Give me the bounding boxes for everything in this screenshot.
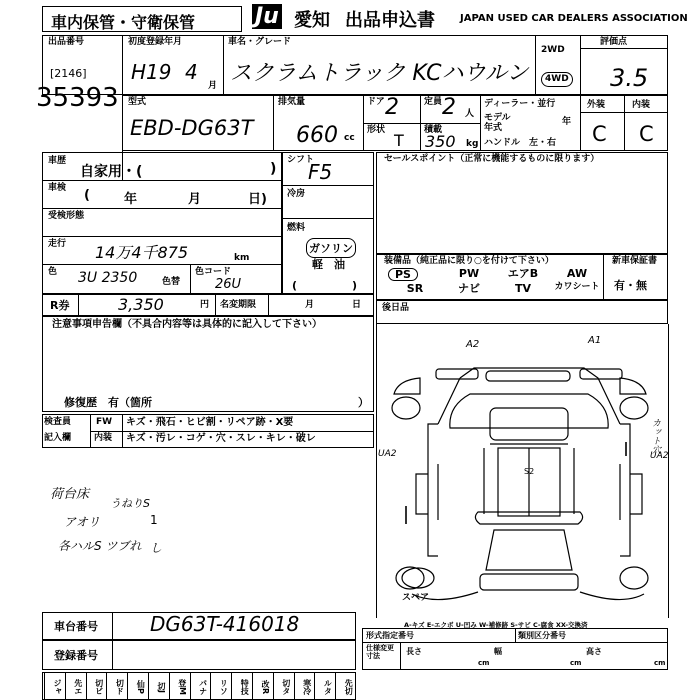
equip-item: カワシート (554, 282, 600, 292)
vehicle-diagram (376, 324, 668, 618)
equip-item: PS (388, 268, 418, 281)
sales-box (376, 152, 668, 254)
load-value: 350 (425, 132, 456, 151)
fw-items: キズ・飛石・ヒビ割・リペア跡・X要 (126, 417, 294, 428)
shift-value: F5 (308, 160, 333, 184)
lot-number: 35393 (36, 83, 119, 113)
doc-title: 出品申込書 (345, 10, 435, 31)
color-label: 色 (48, 267, 58, 277)
length-cm: cm (478, 659, 490, 667)
bottom-tab: 切ビ (86, 672, 103, 700)
association-english: JAPAN USED CAR DEALERS ASSOCIATION (460, 13, 688, 24)
name-label: 車名・グレード (228, 37, 292, 47)
int-items: キズ・汚レ・コゲ・穴・スレ・キレ・破レ (126, 433, 316, 444)
model-value: EBD-DG63T (130, 116, 254, 140)
fuel-paren: ( ) (292, 279, 358, 292)
name-value: スクラムトラック KCハウルン (230, 61, 529, 86)
month-unit: 月 (208, 81, 218, 91)
reg-label: 初度登録年月 (128, 37, 183, 47)
reg-no-label: 登録番号 (54, 649, 98, 662)
header-left-title-box (42, 6, 242, 32)
ua2-right: UA2 (650, 451, 669, 461)
inspection-open: ( (84, 188, 90, 203)
record-label: 記入欄 (44, 433, 72, 443)
header-left-title: 車内保管・守衛保管 (51, 13, 196, 32)
bottom-tab: 切ド (106, 672, 123, 700)
dealer-label: ディーラー・並行 (484, 99, 556, 109)
chassis-value: DG63T-416018 (150, 612, 300, 636)
spare-label: スペア (402, 593, 430, 603)
a1-label: A1 (588, 335, 602, 346)
capacity-unit: 人 (465, 109, 475, 119)
usage-close: ) (270, 161, 277, 177)
notes-label: 注意事項申告欄（不具合内容等は具体的に記入して下さい） (52, 319, 322, 330)
reg-month: 4 (185, 60, 198, 84)
bottom-tab: 特技 (231, 672, 248, 700)
height-cm: cm (654, 659, 666, 667)
fw-label: FW (96, 417, 113, 427)
legend: A-キズ E-エクボ U-凹み W-補修跡 S-サビ C-腐食 XX-交換済 (404, 621, 588, 629)
equip-item: SR (406, 282, 424, 295)
load-unit: kg (466, 139, 479, 149)
model-label: 型式 (128, 97, 147, 107)
transfer-label: 名変期限 (220, 300, 257, 310)
later-box (376, 300, 668, 324)
ju-logo: Ju (252, 4, 282, 29)
bottom-tab: 登M (169, 672, 186, 700)
bottom-tab: パナ (190, 672, 207, 700)
drive-2wd: 2WD (541, 45, 565, 55)
ext-label: 外装 (587, 100, 606, 110)
bottom-tab: リソ (210, 672, 227, 700)
inspection-month: 月 (188, 192, 202, 207)
int-check-label: 内装 (94, 433, 113, 443)
hand-note-3: 各ハルS ツブれ (58, 539, 142, 553)
inspection-label: 車検 (48, 183, 67, 193)
fuel-diesel: 軽 油 (312, 258, 345, 271)
equip-label: 装備品（純正品に限り○を付けて下さい） (384, 256, 554, 266)
center-label: S2 (524, 467, 535, 476)
inspection-day: 日) (248, 192, 267, 207)
r-unit: 円 (200, 300, 210, 310)
year-unit: 年 (562, 117, 572, 127)
equip-item: ナビ (458, 282, 480, 295)
cut-label: カット穴 (650, 418, 660, 454)
disp-value: 660 (296, 123, 338, 148)
width-cm: cm (570, 659, 582, 667)
hand-note-1: 荷台床 (50, 487, 90, 502)
mileage-label: 走行 (48, 239, 67, 249)
width-label: 幅 (494, 647, 502, 656)
doors-label: ドア (367, 97, 385, 107)
new-warranty-label: 新車保証書 (612, 256, 658, 266)
disp-label: 排気量 (278, 97, 306, 107)
color-change: 色替 (162, 277, 181, 287)
reg-year: H19 (131, 60, 172, 84)
mileage-unit: km (234, 253, 250, 263)
drive-4wd: 4WD (541, 72, 573, 87)
handle-label: ハンドル 左・右 (484, 138, 557, 148)
a2-label: A2 (466, 339, 480, 350)
model-year-label: モデル 年式 (484, 113, 511, 133)
chassis-label: 車台番号 (54, 620, 98, 633)
hand-note-1b: うねりS (110, 497, 150, 510)
bottom-tab: 改R (252, 672, 269, 700)
usage-value: 自家用・( (80, 164, 143, 180)
warranty-value: 有・無 (614, 279, 647, 292)
bottom-tab: 先エ (65, 672, 82, 700)
bottom-tab: 切J (148, 672, 165, 700)
equip-item: TV (514, 282, 532, 295)
lot-label: 出品番号 (48, 37, 85, 47)
shift-label: シフト (287, 155, 315, 165)
length-label: 長さ (406, 647, 422, 656)
load-label: 積載 (424, 125, 443, 135)
disp-unit: cc (344, 133, 355, 143)
cat-label: 類別区分番号 (518, 631, 566, 640)
ext-value: C (592, 122, 607, 146)
capacity-value: 2 (442, 95, 456, 120)
int-label: 内装 (632, 100, 651, 110)
r-label: R券 (50, 299, 70, 312)
repair-close: ） (358, 396, 369, 409)
shape-label: 形状 (367, 125, 386, 135)
score-label: 評価点 (600, 37, 628, 47)
usage-label: 車歴 (48, 156, 67, 166)
fuel-label: 燃料 (287, 223, 306, 233)
lot-small: [2146] (50, 67, 87, 80)
bottom-tab: ルタ (314, 672, 331, 700)
capacity-label: 定員 (424, 97, 443, 107)
inspection-year: 年 (124, 192, 138, 207)
org-name: 愛知 (294, 10, 330, 31)
color-code-value: 26U (215, 277, 242, 292)
equip-item: AW (566, 267, 588, 280)
transfer-month: 月 (305, 300, 315, 310)
bottom-tab: ジャ (44, 672, 61, 700)
bottom-tab: 寒冷 (294, 672, 311, 700)
hand-note-2b: 1 (150, 513, 158, 527)
color-code-label: 色コード (195, 267, 232, 277)
int-value: C (639, 122, 654, 146)
ac-label: 冷房 (287, 189, 306, 199)
later-label: 後日品 (382, 303, 410, 313)
sales-label: セールスポイント（正常に機能するものに限ります） (384, 154, 600, 164)
r-value: 3,350 (118, 295, 164, 314)
bottom-tab: 先切 (335, 672, 352, 700)
equip-item: PW (458, 267, 480, 280)
check-label: 検査員 (44, 417, 72, 427)
shape-value: T (394, 131, 404, 150)
cert-label: 形式指定番号 (366, 631, 414, 640)
score-value: 3.5 (610, 64, 649, 92)
hand-note-2: アオリ (64, 515, 100, 529)
spec-change: 仕様変更 寸法 (366, 644, 394, 660)
transfer-day: 日 (352, 300, 362, 310)
equip-item: エアB (507, 267, 539, 280)
height-label: 高さ (586, 647, 602, 656)
doors-value: 2 (385, 95, 399, 120)
bottom-tab: 仙P (127, 672, 144, 700)
ua2-left: UA2 (378, 449, 397, 459)
bottom-tab: 切タ (273, 672, 290, 700)
fuel-gas: ガソリン (306, 238, 356, 258)
exam-label: 受検形態 (48, 211, 85, 221)
repair-label: 修復歴 有（箇所 (64, 396, 152, 409)
hand-note-3b: し (150, 541, 163, 555)
mileage-value: 14万4千875 (95, 243, 189, 262)
color-value: 3U 2350 (78, 270, 138, 286)
